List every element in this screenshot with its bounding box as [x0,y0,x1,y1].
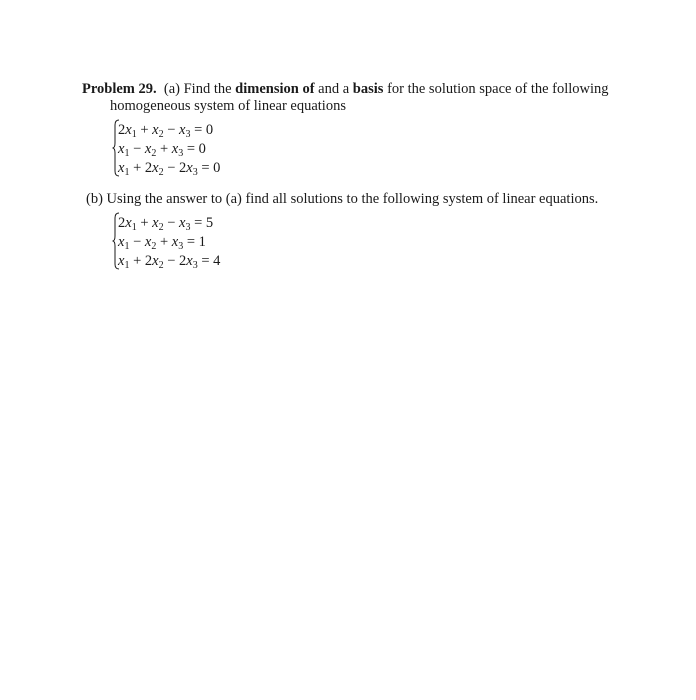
part-a-text-1: Find the [183,81,232,97]
equation-b-2: $x_1 - x_2 + x_3 = 1$ [118,234,206,252]
part-b-statement [86,190,598,208]
part-a-bold-basis: basis [352,81,384,97]
part-b-label: (b) [86,191,103,207]
part-a-label: (a) [163,81,180,97]
part-a-text-2: and a [318,81,350,97]
equation-a-1: $2x_1 + x_2 - x_3 = 0$ [118,122,214,140]
problem-statement-line-2: homogeneous system of linear equations [110,98,346,114]
equation-a-3: $x_1 + 2x_2 - 2x_3 = 0$ [118,160,221,178]
problem-statement-line-1 [82,80,609,98]
equation-a-2: $x_1 - x_2 + x_3 = 0$ [118,141,206,159]
problem-heading: Problem 29. [82,81,157,97]
equation-system-a [112,119,272,179]
part-b-text: Using the answer to (a) find all solutions to the following system of linear equations. [106,191,599,207]
equation-b-1: $2x_1 + x_2 - x_3 = 5$ [118,215,214,233]
equation-b-3: $x_1 + 2x_2 - 2x_3 = 4$ [118,253,221,271]
part-a-text-3: for the solution space of the following [387,81,609,97]
part-a-bold-dimension: dimension of [235,81,315,97]
equation-system-b [112,212,272,272]
